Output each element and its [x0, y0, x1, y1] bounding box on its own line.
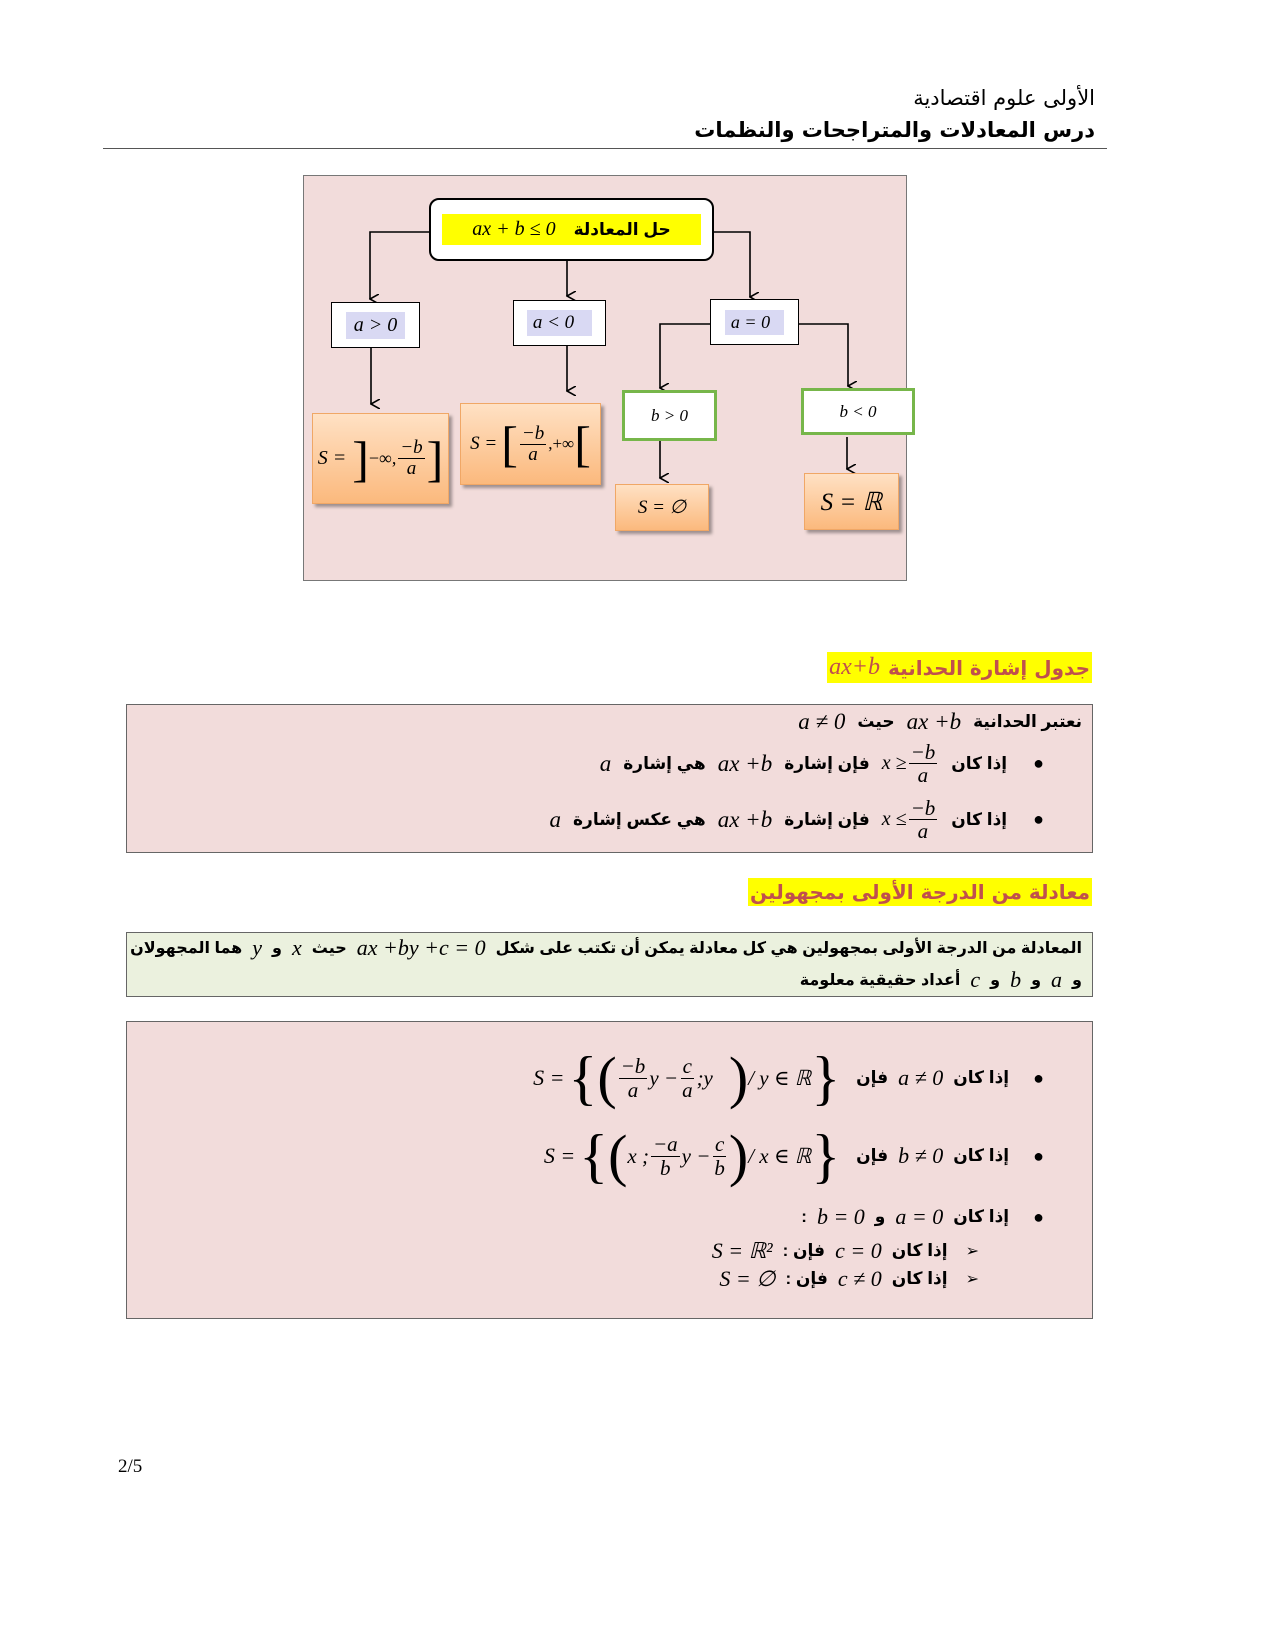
brace-close: }: [811, 1123, 841, 1189]
box3-r1-cond: a ≠ 0: [898, 1065, 944, 1090]
box3-r2-n1: −a: [652, 1132, 678, 1157]
box3-r1-y1: y −: [649, 1065, 679, 1090]
box2-t2: حيث: [311, 940, 347, 957]
header-divider: [103, 148, 1107, 149]
box2-x: x: [291, 935, 302, 960]
connector-top-right: [710, 232, 750, 297]
box1-b2-cond: [882, 797, 940, 842]
section1-title-expr: ax+b: [829, 654, 880, 680]
flowchart-panel: [303, 175, 907, 581]
box2-l2-c: c: [970, 967, 981, 992]
box1-b1-cond: [882, 741, 940, 786]
flow-root-expr: ax + b ≤ 0: [472, 218, 556, 240]
bullet-icon: ●: [1033, 753, 1044, 774]
box3-r1-d1: a: [627, 1077, 639, 1102]
flow-case-b-positive: [622, 390, 717, 441]
flow-root-label: حل المعادلة: [573, 219, 671, 239]
sol-b-neg-label: S = ℝ: [820, 488, 883, 516]
box2-expr: ax +by +c = 0: [356, 935, 486, 960]
binomial-sign-box: [126, 704, 1093, 853]
box2-l2-text: أعداد حقيقية معلومة: [799, 972, 961, 989]
flow-case-b-positive-label: b > 0: [651, 405, 688, 425]
box3-r1-frac2: [680, 1055, 695, 1100]
flow-case-a-zero: [710, 299, 799, 345]
box3-r2-if: إذا كان: [953, 1146, 1010, 1165]
box3-r2-y: y −: [681, 1143, 711, 1168]
box1-b1-num: −b: [910, 740, 936, 764]
box3-r2-set: [543, 1123, 841, 1189]
box3-r3-if: إذا كان: [953, 1207, 1010, 1226]
box3-row-1: [533, 1045, 1044, 1111]
flow-case-a-positive-label: a > 0: [346, 312, 406, 339]
box3-row-3: [801, 1204, 1044, 1230]
box3-s2-if: إذا كان: [891, 1269, 948, 1288]
box1-b1-expr: ax +b: [717, 750, 773, 776]
box3-r3-and: و: [874, 1207, 886, 1226]
box3-row-2: [543, 1123, 1044, 1189]
box3-r2-tail: / x ∈ ℝ: [748, 1143, 812, 1168]
brace-close: }: [811, 1045, 841, 1111]
flow-case-a-negative: [513, 300, 606, 346]
paren-close: ): [728, 1045, 749, 1110]
box2-l2-and2: و: [1031, 972, 1042, 989]
connector-top-left: [370, 232, 429, 299]
box3-r1-tail: / y ∈ ℝ: [748, 1065, 812, 1090]
box2-l2-a: a: [1051, 967, 1063, 992]
sol-a-neg-bracket-close: [: [574, 416, 591, 472]
box3-r3-c2: b = 0: [816, 1204, 865, 1229]
box2-y: y: [252, 935, 263, 960]
box3-r3-c1: a = 0: [895, 1204, 944, 1229]
paren-close: ): [728, 1123, 749, 1188]
flow-solution-b-negative: [804, 473, 899, 530]
sol-a-pos-lead: S =: [317, 447, 347, 469]
sol-a-neg-num: −b: [521, 422, 545, 444]
brace-open: {: [579, 1123, 609, 1189]
box3-r1-y2: ;y: [696, 1065, 713, 1090]
box3-r2-then: فإن: [856, 1146, 889, 1165]
box3-s1-then: فإن :: [782, 1241, 826, 1260]
box3-sub-2: [719, 1266, 979, 1292]
box3-r1-n1: −b: [620, 1054, 646, 1079]
sol-a-pos-left: −∞,: [368, 448, 397, 468]
box3-r1-d2: a: [682, 1077, 693, 1102]
box3-s2-cond: c ≠ 0: [837, 1266, 882, 1291]
sol-a-pos-num: −b: [400, 437, 423, 459]
box1-bullet-2: [550, 797, 1045, 842]
box3-r1-if: إذا كان: [953, 1068, 1010, 1087]
box2-l2-and3: و: [990, 972, 1001, 989]
box1-b2-is: هي عكس إشارة: [573, 809, 706, 829]
box1-b2-num: −b: [910, 796, 936, 820]
sol-a-pos-fraction: [398, 438, 424, 479]
box1-b2-a: a: [549, 806, 561, 832]
box1-intro-expr: ax +b: [906, 709, 962, 734]
box2-and1: و: [272, 940, 282, 957]
box1-intro-text: نعتبر الحدانية: [973, 712, 1082, 731]
box1-b1-if: إذا كان: [951, 753, 1008, 773]
box3-r1-frac1: [619, 1055, 648, 1100]
box2-t1: المعادلة من الدرجة الأولى بمجهولين هي كل معادلة يمكن أن تكتب على شكل: [495, 940, 1082, 957]
box3-r2-d1: b: [660, 1155, 671, 1180]
box3-r3-colon: :: [801, 1207, 807, 1226]
paren-open: (: [597, 1045, 617, 1110]
box1-intro-cond: a ≠ 0: [798, 709, 846, 734]
box1-b1-a: a: [599, 750, 612, 776]
box3-s2-res: S = ∅: [719, 1266, 776, 1291]
box3-r1-S: S =: [533, 1065, 565, 1090]
box3-r1-then: فإن: [856, 1068, 889, 1087]
box3-r1-set: [533, 1045, 841, 1111]
brace-open: {: [568, 1045, 598, 1111]
box1-b2-x: x ≤: [881, 808, 907, 831]
sol-a-neg-right: ,+∞: [548, 434, 575, 453]
box1-b1-then: فإن إشارة: [784, 753, 870, 773]
flow-solution-a-negative: [460, 403, 601, 485]
box2-t3: هما المجهولان: [130, 940, 243, 957]
bullet-icon: ●: [1033, 1206, 1044, 1227]
sol-a-pos-bracket-open: ]: [352, 430, 369, 487]
connector-azero-right: [798, 324, 848, 386]
box1-b2-expr: ax +b: [717, 806, 773, 832]
box1-b2-den: a: [917, 819, 929, 844]
box3-s1-cond: c = 0: [835, 1238, 882, 1263]
flow-case-a-positive: [331, 302, 420, 348]
paren-open: (: [608, 1123, 628, 1188]
sol-a-neg-bracket-open: [: [501, 416, 518, 472]
solutions-box: [126, 1021, 1093, 1319]
flow-case-b-negative: [801, 388, 915, 435]
flow-root-box: [429, 198, 714, 261]
box1-b2-then: فإن إشارة: [784, 809, 870, 829]
box3-r1-n2: c: [682, 1054, 692, 1079]
box1-intro-where: حيث: [857, 712, 895, 731]
sol-a-neg-lead: S =: [470, 433, 498, 454]
box3-r2-cond: b ≠ 0: [898, 1143, 944, 1168]
box2-line-2: [800, 967, 1082, 993]
sol-a-neg-den: a: [528, 443, 538, 465]
definition-box: [126, 932, 1093, 997]
box1-intro-line: [798, 709, 1082, 735]
bullet-icon: ●: [1033, 1145, 1044, 1166]
box3-r2-frac1: [651, 1133, 680, 1178]
header-subtitle: الأولى علوم اقتصادية: [913, 86, 1095, 110]
box1-b1-x: x ≥: [881, 752, 907, 775]
box3-s1-res: S = ℝ²: [711, 1238, 773, 1263]
flow-solution-a-positive: [312, 413, 449, 504]
box1-b1-frac: [909, 741, 938, 786]
flow-root-highlight: [442, 214, 701, 245]
box3-s2-then: فإن :: [785, 1269, 828, 1288]
box3-r2-n2: c: [714, 1132, 725, 1157]
box2-l2-and1: و: [1072, 972, 1082, 989]
flow-solution-b-positive: [615, 484, 709, 531]
flow-case-b-negative-label: b < 0: [839, 401, 877, 421]
arrow-bullet-icon: ➢: [965, 1243, 979, 1260]
box2-l2-b: b: [1010, 967, 1022, 992]
arrow-bullet-icon: ➢: [965, 1271, 979, 1288]
box3-r2-d2: b: [714, 1155, 725, 1180]
page-title: درس المعادلات والمتراجحات والنظمات: [694, 118, 1095, 142]
box3-s1-if: إذا كان: [891, 1241, 948, 1260]
flow-case-a-zero-label: a = 0: [725, 310, 784, 335]
connector-azero-left: [660, 324, 710, 388]
box1-b1-is: هي إشارة: [623, 753, 706, 773]
box1-b2-frac: [909, 797, 938, 842]
box1-b2-if: إذا كان: [951, 809, 1008, 829]
sol-a-pos-bracket-close: ]: [426, 430, 444, 487]
bullet-icon: ●: [1033, 1067, 1044, 1088]
sol-b-pos-label: S = ∅: [637, 497, 687, 518]
bullet-icon: ●: [1033, 809, 1044, 830]
box1-b1-den: a: [917, 763, 929, 788]
box3-r2-S: S =: [543, 1143, 576, 1168]
box2-line-1: [130, 935, 1082, 961]
box3-sub-1: [712, 1238, 979, 1264]
section1-title-text: جدول إشارة الحدانية: [887, 655, 1090, 680]
box1-bullet-1: [600, 741, 1044, 786]
section1-title: [827, 652, 1092, 683]
page-number: 2/5: [118, 1456, 143, 1477]
sol-a-pos-den: a: [406, 458, 417, 479]
flow-case-a-negative-label: a < 0: [527, 310, 592, 336]
sol-a-neg-fraction: [520, 424, 546, 465]
box3-r2-frac2: [712, 1133, 727, 1178]
section2-title: معادلة من الدرجة الأولى بمجهولين: [750, 880, 1090, 904]
box3-r2-x: x ;: [627, 1143, 649, 1168]
